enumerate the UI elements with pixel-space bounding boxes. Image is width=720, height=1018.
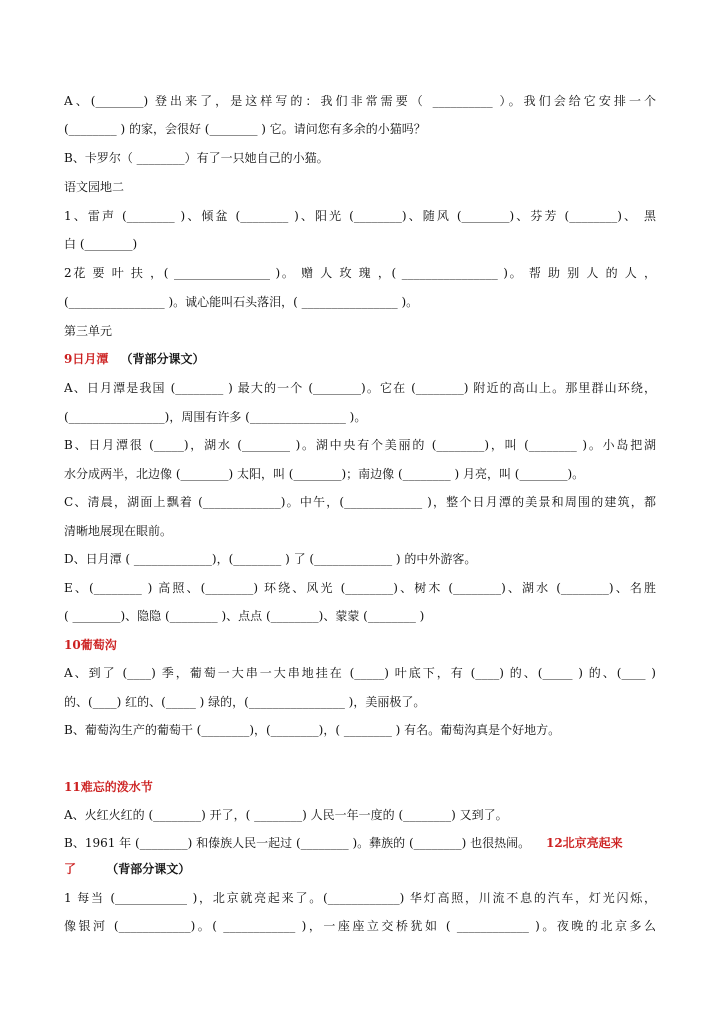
- lesson-title: 10葡萄沟: [64, 638, 117, 652]
- lesson-title-cont: 了: [64, 862, 77, 876]
- lesson-11-heading: [64, 778, 656, 796]
- text-line: B、葡萄沟生产的葡萄干 (________)，(________)，( ________ ) 有名。葡萄沟真是个好地方。: [64, 723, 561, 737]
- text-line: (________________ )。诚心能叫石头落泪，( ________________ )。: [64, 295, 419, 309]
- lesson-title: 9日月潭: [64, 352, 109, 366]
- text-line: 1、雷声 (________ )、倾盆 (________ )、阳光 (________)、随风 (________)、芬芳 (________)、 黑: [64, 209, 656, 223]
- text-line: E、(________ ) 高照、(________) 环绕、风光 (________)、树木 (________)、湖水 (________)、名胜: [64, 581, 656, 595]
- text-line: 2花 要 叶 扶 ，( ________________ )。 赠 人 玫 瑰 ，( ________________ )。 帮 助 别 人 的 人 ，: [64, 266, 656, 280]
- text-line: B、卡罗尔（ ________）有了一只她自己的小猫。: [64, 151, 329, 165]
- text-line: (________________)，周围有许多 (________________ )。: [64, 410, 367, 424]
- section-title: 语文园地二: [64, 180, 125, 194]
- lesson-note: （背部分课文）: [120, 352, 205, 366]
- lesson-9-heading: [64, 350, 656, 368]
- text-line: D、日月潭 ( _____________)，(________ ) 了 (_____________ ) 的中外游客。: [64, 552, 477, 566]
- lesson-10-heading: [64, 636, 656, 654]
- text-line: 1 每当 (____________ )，北京就亮起来了。(____________) 华灯高照，川流不息的汽车，灯光闪烁，: [64, 891, 656, 905]
- text-line-with-heading: [64, 834, 656, 852]
- text-line: A、到了 (____) 季，葡萄一大串一大串地挂在 (_____) 叶底下，有 (____) 的、(_____ ) 的、(____ ): [64, 666, 656, 680]
- unit-title: 第三单元: [64, 324, 113, 338]
- text-line: A、火红火红的 (________) 开了，( ________) 人民一年一度的 (________) 又到了。: [64, 808, 508, 822]
- text-line: ( ________)、隐隐 (________ )、点点 (________)、蒙蒙 (________ ): [64, 609, 425, 623]
- text-segment: B、1961 年 (________) 和傣族人民一起过 (________ )。彝族的 (________) 也很热闹。: [64, 836, 531, 850]
- lesson-note: （背部分课文）: [106, 862, 191, 876]
- text-line: (________ ) 的家，会很好 (________ ) 它。请问您有多余的小猫吗？: [64, 122, 426, 136]
- text-line: 白 (________): [64, 237, 138, 251]
- lesson-12-heading-cont: [64, 860, 656, 878]
- text-line: C、清晨，湖面上飘着 (_____________)。中午，(_____________ )，整个日月潭的美景和周围的建筑，都: [64, 495, 656, 509]
- text-line: A、(________) 登出来了，是这样写的：我们非常需要（ __________ ）。我们会给它安排一个: [64, 94, 656, 108]
- lesson-title: 11难忘的泼水节: [64, 780, 153, 794]
- text-line: A、日月潭是我国 (________ ) 最大的一个 (________)。它在 (________) 附近的高山上。那里群山环绕，: [64, 381, 656, 395]
- lesson-12-title: 12北京亮起来: [545, 836, 623, 850]
- text-line: 像银河 (____________)。( ____________ )，一座座立交桥犹如 ( ____________ )。夜晚的北京多么: [64, 919, 656, 933]
- text-line: 清晰地展现在眼前。: [64, 524, 173, 538]
- text-line: 的、(____) 红的、(_____ ) 绿的，(________________ )，美丽极了。: [64, 695, 426, 709]
- text-line: B、日月潭很 (_____)，湖水 (________ )。湖中央有个美丽的 (________)，叫 (________ )。小岛把湖: [64, 438, 656, 452]
- text-line: 水分成两半，北边像 (________) 太阳，叫 (________)；南边像 (________ ) 月亮，叫 (________)。: [64, 467, 585, 481]
